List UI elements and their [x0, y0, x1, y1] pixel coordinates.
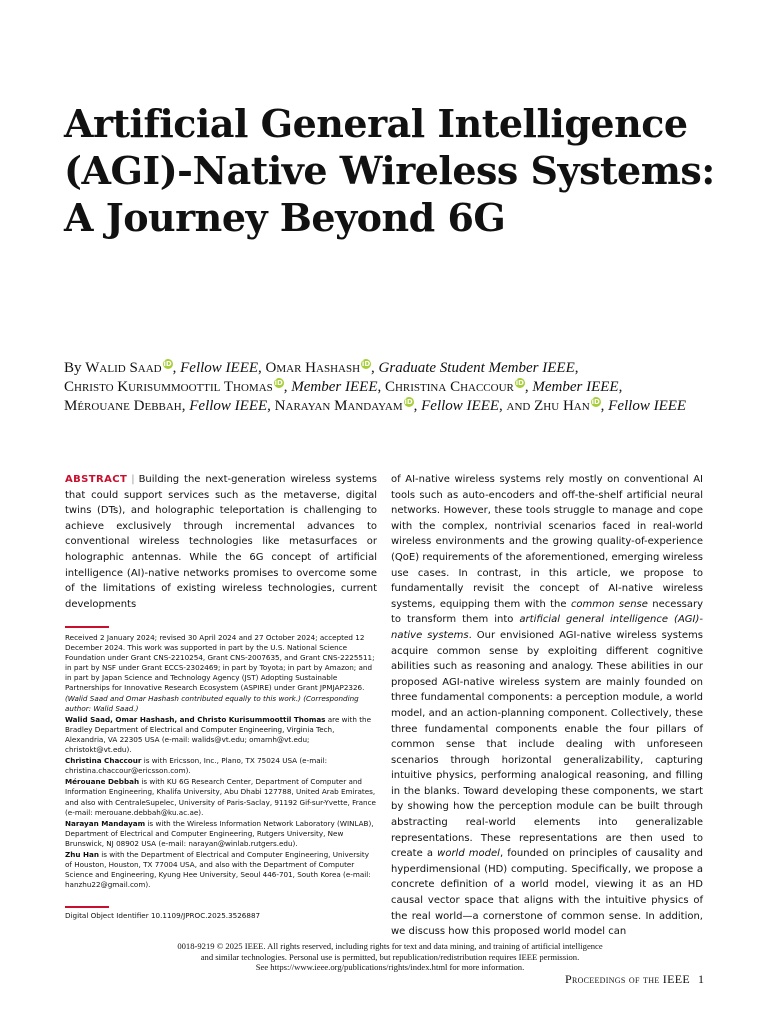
author-role: Member IEEE — [532, 379, 619, 395]
footnote-received — [65, 633, 377, 714]
byline-by: By — [64, 360, 82, 376]
orcid-icon[interactable]: iD — [515, 379, 524, 387]
footnote-authors: Christina Chaccour — [65, 756, 142, 766]
copyright-line: 0018-9219 © 2025 IEEE. All rights reserved, including rights for text and data mining, and training of artificial intelligence — [177, 941, 603, 951]
footnote-authors: Walid Saad, Omar Hashash, and Christo Kurisummoottil Thomas — [65, 714, 326, 724]
author-name: Narayan Mandayam — [274, 398, 403, 414]
footnote-authors: Zhu Han — [65, 849, 99, 859]
orcid-icon[interactable]: iD — [404, 398, 413, 406]
footnote-text: is with Ericsson, Inc., Plano, TX 75024 USA (e-mail: christina.chaccour@ericsson.com). — [65, 756, 328, 776]
copyright-line: and similar technologies. Personal use is permitted, but republication/redistribution requires IEEE permission. — [200, 951, 580, 962]
author-name: Walid Saad — [85, 360, 162, 376]
article-title: Artificial General Intelligence (AGI)-Native Wireless Systems: A Journey Beyond 6G — [64, 101, 715, 240]
orcid-icon[interactable]: iD — [163, 360, 172, 368]
orcid-icon[interactable]: iD — [361, 360, 371, 368]
abstract-emphasis: world model — [437, 848, 500, 860]
abstract-text: , founded on principles of causality and hyperdimensional (HD) computing. Specifically, we propose a concrete definition of a world model, viewing it as an HD causal vector space that aligns with the intuitive physics of the real world—a cornerstone of common sense. In addition, we discuss how this proposed world model can — [391, 848, 703, 938]
abstract-emphasis: artificial general intelligence (AGI)-native systems — [391, 614, 704, 641]
author-name: Mérouane Debbah — [64, 398, 182, 414]
orcid-icon[interactable]: iD — [591, 398, 600, 406]
author-role: Fellow IEEE — [189, 398, 268, 414]
footnote-authors: Mérouane Debbah — [65, 777, 140, 787]
abstract-text: of AI-native wireless systems rely mostly on conventional AI tools such as auto-encoders and off-the-shelf artificial neural networks. However, these tools struggle to manage and cope with the complex, nontrivial scenarios faced in real-world wireless environments and the growing quality-of-experience (QoE) requirements of the aforementioned, emerging wireless use cases. In contrast, in this article, we propose to fundamentally revisit the concept of AI-native wireless systems, equipping them with the — [391, 474, 703, 610]
abstract-text: necessary to transform them into — [391, 598, 704, 626]
copyright-line: See https://www.ieee.org/publications/rights/index.html for more information. — [255, 962, 525, 972]
footnote-affiliation — [65, 756, 377, 776]
abstract-right-column — [391, 472, 703, 940]
abstract-text: . Our envisioned AGI-native wireless systems acquire common sense by exploiting different cognitive abilities such as reasoning and analogy. These abilities in our proposed AGI-native wireless system are mainly founded on three fundamental components: a perception module, a world model, and an action-planning component. Collectively, these three fundamental components enable the four pillars of common sense that include dealing with unforeseen scenarios through horizontal generalizability, capturing intuitive physics, performing analogical reasoning, and filling in the blanks. Toward developing these components, we start by showing how the perception module can be built through abstracting real-world elements into generalizable representations. These representations are then used to create a — [391, 629, 703, 860]
footnote-italic: (Walid Saad and Omar Hashash contributed equally to this work.) (Corresponding author: Walid Saad.) — [65, 693, 359, 713]
page-number: 1 — [698, 972, 704, 986]
doi-text: Digital Object Identifier 10.1109/JPROC.2025.3526887 — [65, 911, 261, 920]
abstract-label: ABSTRACT — [65, 474, 128, 485]
abstract-separator: | — [131, 474, 135, 485]
author-name: Christo Kurisummoottil Thomas — [64, 379, 273, 395]
author-name: Christina Chaccour — [384, 379, 514, 395]
author-name: Omar Hashash — [265, 360, 361, 376]
footnote-divider — [65, 626, 109, 628]
footnotes — [65, 633, 377, 891]
footnote-affiliation — [65, 777, 377, 817]
footnote-text: is with KU 6G Research Center, Department of Computer and Information Engineering, Khalifa University, Abu Dhabi 127788, United Arab Emirates, and also with CentraleSupelec, University of Paris-Saclay, 91192 Gif-sur-Yvette, France (e-mail: merouane.debbah@ku.ac.ae). — [65, 777, 376, 817]
journal-name: Proceedings of the IEEE — [564, 972, 690, 986]
orcid-icon[interactable]: iD — [274, 379, 283, 387]
page-footer — [565, 972, 704, 987]
author-role: Member IEEE — [291, 379, 378, 395]
abstract-text: Building the next-generation wireless systems that could support services such as the metaverse, digital twins (DTs), and holographic teleportation is challenging to achieve exclusively through incremental advances to conventional wireless technologies like metasurfaces or holographic antennas. While the 6G concept of artificial intelligence (AI)-native networks promises to overcome some of the limitations of existing wireless technologies, current developments — [65, 474, 377, 610]
abstract-left-column — [65, 472, 377, 612]
author-role: Fellow IEEE — [421, 398, 500, 414]
copyright-notice — [110, 941, 670, 973]
footnote-text: are with the Bradley Department of Electrical and Computer Engineering, Virginia Tech, Alexandria, VA 22305 USA (e-mail: walids@vt.edu; omarnh@vt.edu; christokt@vt.edu). — [65, 714, 371, 755]
footnote-text: is with the Department of Electrical and Computer Engineering, University of Houston, Houston, TX 77004 USA, and also with the Department of Computer Science and Engineering, Kyung Hee University, Seoul 446-701, South Korea (e-mail: hanzhu22@gmail.com). — [65, 849, 371, 890]
author-byline: By Walid Saad iD, Fellow IEEE, Omar Hashash iD, Graduate Student Member IEEE, Christo Kurisummoottil Thomas iD, Member IEEE, Christina Chaccour iD, Member IEEE, Mérouane Debbah, Fellow IEEE, Narayan Mandayam iD, Fellow IEEE, and Zhu Han iD, Fellow IEEE — [64, 360, 687, 414]
footnote-text: Received 2 January 2024; revised 30 April 2024 and 27 October 2024; accepted 12 December 2024. This work was supported in part by the U.S. National Science Foundation under Grant CNS-2210254, Grant CNS-2007635, and Grant CNS-2225511; in part by NSF under Grant ECCS-2302469; in part by Toyota; in part by Amazon; and in part by Japan Science and Technology Agency (JST) Adopting Sustainable Partnerships for Innovative Research Ecosystem (ASPIRE) under Grant JPMJAP2326. — [65, 633, 375, 693]
author-role: Fellow IEEE — [608, 398, 687, 414]
footnote-affiliation — [65, 715, 377, 755]
byline-and: and — [506, 398, 531, 414]
footnote-text: is with the Wireless Information Network Laboratory (WINLAB), Department of Electrical and Computer Engineering, Rutgers University, New Brunswick, NJ 08902 USA (e-mail: narayan@winlab.rutgers.edu). — [65, 818, 374, 848]
abstract-emphasis: common sense — [570, 598, 648, 610]
author-name: Zhu Han — [534, 398, 590, 414]
footnote-affiliation — [65, 850, 377, 890]
doi-divider — [65, 906, 109, 908]
author-role: Graduate Student Member IEEE — [378, 360, 575, 376]
footnote-authors: Narayan Mandayam — [65, 818, 146, 828]
author-role: Fellow IEEE — [180, 360, 259, 376]
footnote-affiliation — [65, 819, 377, 849]
